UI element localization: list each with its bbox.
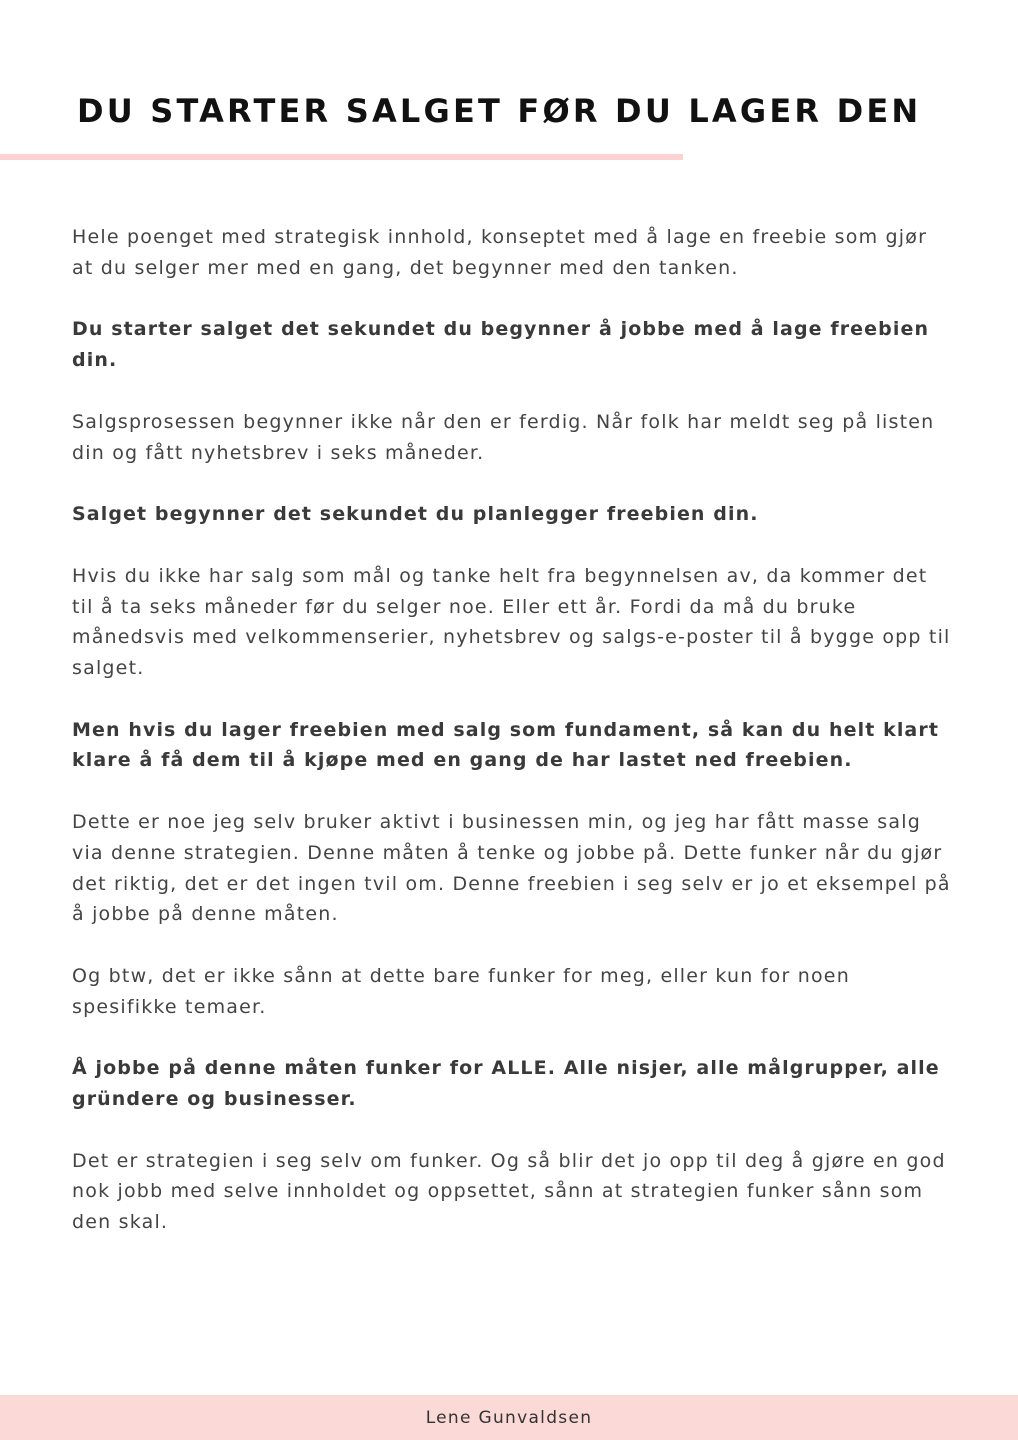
title-underline [0,154,683,160]
paragraph-own-experience: Dette er noe jeg selv bruker aktivt i businessen min, og jeg har fått masse salg via denne strategien. Denne måten å tenke og jobbe på. Dette funker når du gjør det riktig, det er det ingen tvil om. Denne freebien i seg selv er jo et eksempel på å jobbe på denne måten. [72,811,951,926]
paragraph-highlight-everyone: Å jobbe på denne måten funker for ALLE. Alle nisjer, alle målgrupper, alle gründere og businesser. [72,1057,940,1111]
paragraph-highlight-planning: Salget begynner det sekundet du planlegger freebien din. [72,503,759,526]
paragraph-sales-process: Salgsprosessen begynner ikke når den er ferdig. Når folk har meldt seg på listen din og fått nyhetsbrev i seks måneder. [72,410,935,464]
paragraph-without-goal: Hvis du ikke har salg som mål og tanke helt fra begynnelsen av, da kommer det til å ta seks måneder før du selger noe. Eller ett år. Fordi da må du bruke månedsvis med velkommenserier, nyhetsbrev og salgs-e-poster til å bygge opp til salget. [72,564,951,680]
body-content [72,222,952,1269]
paragraph-btw: Og btw, det er ikke sånn at dette bare funker for meg, eller kun for noen spesifikke temaer. [72,964,850,1018]
footer-bar [0,1395,1018,1440]
paragraph-conclusion: Det er strategien i seg selv om funker. Og så blir det jo opp til deg å gjøre en god nok jobb med selve innholdet og oppsettet, sånn at strategien funker sånn som den skal. [72,1149,946,1234]
paragraph-highlight-foundation: Men hvis du lager freebien med salg som fundament, så kan du helt klart klare å få dem til å kjøpe med en gang de har lastet ned freebien. [72,718,940,772]
paragraph-highlight-start-sales: Du starter salget det sekundet du begynner å jobbe med å lage freebien din. [72,318,930,372]
paragraph-intro: Hele poenget med strategisk innhold, konseptet med å lage en freebie som gjør at du selger mer med en gang, det begynner med den tanken. [72,226,928,279]
page-title: DU STARTER SALGET FØR DU LAGER DEN [77,92,922,130]
footer-author: Lene Gunvaldsen [425,1407,593,1428]
